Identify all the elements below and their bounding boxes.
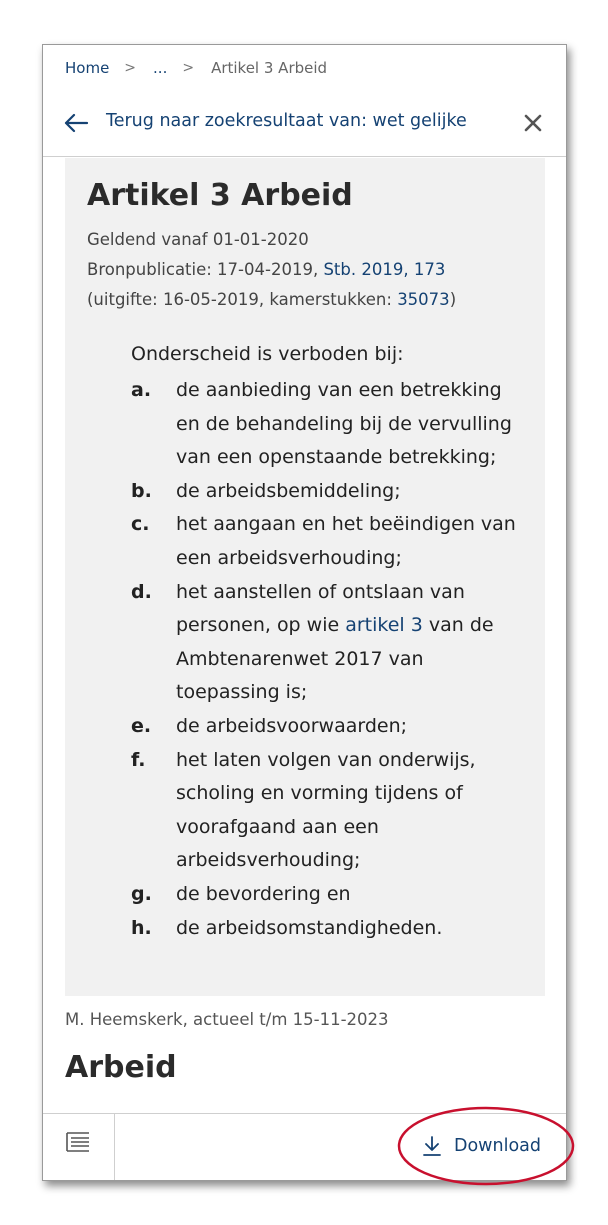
source-link[interactable]: Stb. 2019, 173 xyxy=(323,260,446,279)
download-button[interactable] xyxy=(422,1134,541,1158)
item-letter: f. xyxy=(131,748,146,771)
item-text: de arbeidsvoorwaarden; xyxy=(176,714,408,737)
article-panel xyxy=(42,44,567,1181)
back-to-results-row xyxy=(43,103,566,143)
list-item xyxy=(131,508,531,575)
breadcrumb-current: Artikel 3 Arbeid xyxy=(211,59,328,77)
item-text: de arbeidsomstandigheden. xyxy=(176,916,443,939)
header-divider xyxy=(43,156,566,157)
table-of-contents-button[interactable] xyxy=(43,1114,115,1181)
artikel-3-link[interactable]: artikel 3 xyxy=(345,614,423,637)
article-items xyxy=(131,374,531,945)
article-content xyxy=(65,158,545,996)
close-icon[interactable] xyxy=(522,112,544,134)
breadcrumb-ellipsis[interactable]: ... xyxy=(153,59,168,77)
kamerstukken-link[interactable]: 35073 xyxy=(397,290,450,309)
list-item xyxy=(131,912,531,946)
item-letter: a. xyxy=(131,379,152,401)
article-title: Artikel 3 Arbeid xyxy=(87,178,353,213)
item-text: de bevordering en xyxy=(176,882,351,905)
breadcrumb xyxy=(65,57,327,79)
breadcrumb-home[interactable]: Home xyxy=(65,59,110,77)
arrow-left-icon[interactable] xyxy=(63,113,89,133)
footer-divider xyxy=(43,1113,566,1114)
breadcrumb-separator: > xyxy=(124,60,137,76)
section-title: Arbeid xyxy=(65,1050,177,1085)
item-letter: d. xyxy=(131,580,152,603)
item-letter: c. xyxy=(131,513,150,536)
download-icon xyxy=(422,1135,442,1157)
source-publication xyxy=(87,260,445,279)
item-text: het aangaan en het beëindigen van een arbeidsverhouding; xyxy=(176,513,516,569)
table-of-contents-icon xyxy=(65,1131,91,1153)
breadcrumb-separator: > xyxy=(182,60,195,76)
list-item xyxy=(131,744,531,878)
item-text: de arbeidsbemiddeling; xyxy=(176,479,401,502)
item-letter: b. xyxy=(131,479,152,502)
item-text-part: het aanstellen of ontslaan van personen, op wie xyxy=(176,580,465,637)
item-text: de aanbieding van een betrekking en de behandeling bij de vervulling van een openstaande betrekking; xyxy=(176,379,512,469)
source-prefix: Bronpublicatie: 17-04-2019, xyxy=(87,260,324,279)
item-letter: e. xyxy=(131,714,152,737)
back-to-results-link[interactable]: Terug naar zoekresultaat van: wet gelijke xyxy=(106,111,467,131)
list-item xyxy=(131,475,531,509)
author-line: M. Heemskerk, actueel t/m 15-11-2023 xyxy=(65,1010,389,1029)
article-intro: Onderscheid is verboden bij: xyxy=(131,343,404,365)
issue-prefix: (uitgifte: 16-05-2019, kamerstukken: xyxy=(87,290,398,309)
item-letter: h. xyxy=(131,916,152,939)
list-item xyxy=(131,878,531,912)
item-text xyxy=(176,576,526,710)
issue-suffix: ) xyxy=(449,290,457,309)
issue-info xyxy=(87,290,456,309)
item-text: het laten volgen van onderwijs, scholing en vorming tijdens of voorafgaand aan een arbeidsverhouding; xyxy=(176,748,476,872)
valid-from: Geldend vanaf 01-01-2020 xyxy=(87,230,309,249)
item-letter: g. xyxy=(131,882,152,905)
list-item xyxy=(131,710,531,744)
download-label: Download xyxy=(454,1136,541,1156)
list-item xyxy=(131,576,531,710)
item-text-part: van de Ambtenarenwet 2017 van toepassing is; xyxy=(176,614,494,704)
list-item xyxy=(131,374,531,475)
